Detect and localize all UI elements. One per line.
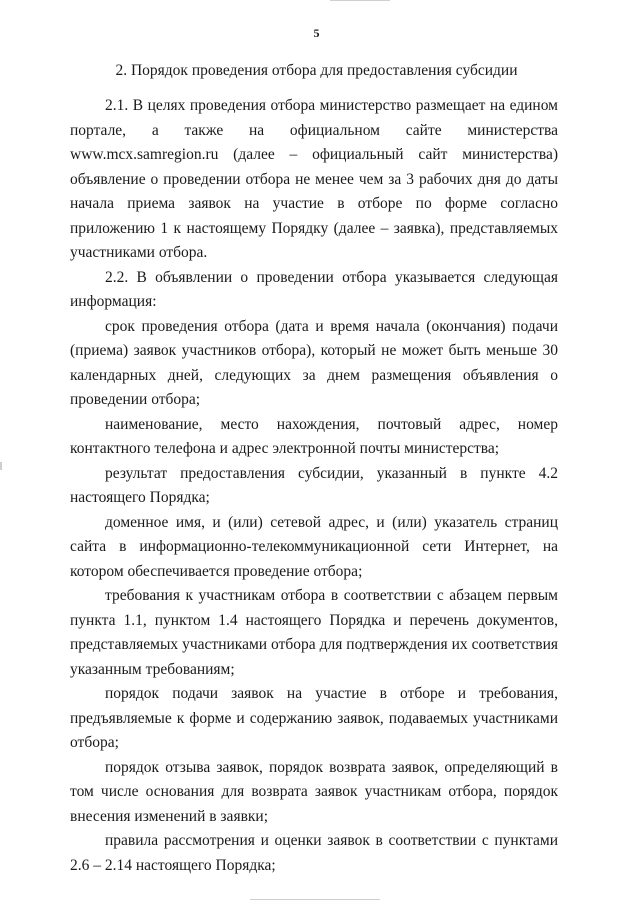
scan-artifact — [0, 462, 2, 470]
list-item-contacts: наименование, место нахождения, почтовый адрес, номер контактного телефона и адрес электронной почты министерства; — [70, 415, 558, 457]
scan-artifact — [250, 899, 380, 900]
list-item-deadline: срок проведения отбора (дата и время начала (окончания) подачи (приема) заявок участников отбора), который не может быть меньше 30 календарных дней, следующих за днем размещения объявления о проведении отбора; — [70, 317, 558, 408]
list-item-result: результат предоставления субсидии, указанный в пункте 4.2 настоящего Порядка; — [70, 464, 558, 506]
list-item-review-rules: правила рассмотрения и оценки заявок в соответствии с пунктами 2.6 – 2.14 настоящего Порядка; — [70, 832, 558, 874]
document-body — [70, 94, 558, 878]
list-item-requirements: требования к участникам отбора в соответствии с абзацем первым пункта 1.1, пунктом 1.4 настоящего Порядка и перечень документов, представляемых участниками отбора для подтверждения их соответствия указанным требованиям; — [70, 587, 558, 678]
page-number: 5 — [313, 26, 320, 40]
list-item-withdrawal: порядок отзыва заявок, порядок возврата заявок, определяющий в том числе основания для возврата заявок участникам отбора, порядок внесения изменений в заявки; — [70, 758, 558, 825]
scan-artifact — [330, 0, 390, 1]
list-item-submission: порядок подачи заявок на участие в отборе и требования, предъявляемые к форме и содержанию заявок, подаваемых участниками отбора; — [70, 685, 558, 751]
section-title: 2. Порядок проведения отбора для предоставления субсидии — [115, 62, 518, 79]
paragraph-2-2: 2.2. В объявлении о проведении отбора указывается следующая информация: — [70, 268, 558, 310]
paragraph-2-1: 2.1. В целях проведения отбора министерство размещает на едином портале, а также на официальном сайте министерства www.mcx.samregion.ru (далее – официальный сайт министерства) объявление о проведении отбора не менее чем за 3 рабочих дня до даты начала приема заявок на участие в отборе по форме согласно приложению 1 к настоящему Порядку (далее – заявка), представляемых участниками отбора. — [70, 97, 558, 261]
list-item-website: доменное имя, и (или) сетевой адрес, и (или) указатель страниц сайта в информационно-телекоммуникационной сети Интернет, на котором обеспечивается проведение отбора; — [70, 513, 558, 580]
